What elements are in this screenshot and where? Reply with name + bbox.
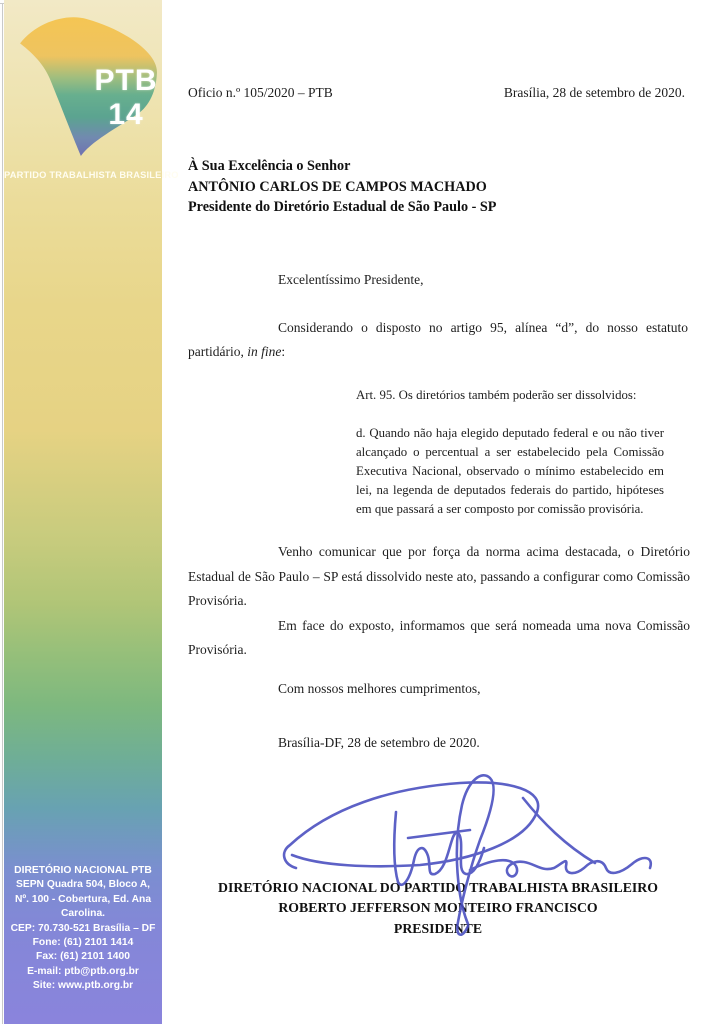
address-line-fax: Fax: (61) 2101 1400 [36, 951, 130, 963]
address-line: Nº. 100 - Cobertura, Ed. Ana [14, 893, 152, 905]
signer-role: PRESIDENTE [393, 920, 483, 936]
scan-edge-line-vertical [2, 3, 3, 1024]
in-fine-italic: in fine [247, 344, 282, 359]
address-title: DIRETÓRIO NACIONAL PTB [14, 865, 152, 876]
ptb-balloon-logo [18, 12, 160, 158]
paragraph-colon: : [281, 344, 286, 359]
recipient-name: ANTÔNIO CARLOS DE CAMPOS MACHADO [188, 178, 487, 195]
paragraph-venho-comunicar: Venho comunicar que por força da norma acima destacada, o Diretório Estadual de São Paulo – SP está dissolvido neste ato, passando a configurar como Comissão Provisória. [188, 544, 690, 609]
recipient-salutation: À Sua Excelência o Senhor [188, 158, 351, 174]
body-paragraphs [188, 540, 690, 663]
address-line: SEPN Quadra 504, Bloco A, [15, 879, 151, 891]
statute-quote-block [356, 386, 664, 519]
place-date-line: Brasília-DF, 28 de setembro de 2020. [278, 735, 480, 750]
reference-row [188, 85, 685, 101]
handwritten-signature [265, 763, 675, 945]
sidebar [4, 0, 179, 1024]
party-name-label: PARTIDO TRABALHISTA BRASILEIRO [4, 170, 179, 180]
date-line: Brasília, 28 de setembro de 2020. [503, 85, 685, 100]
signature-tall-loop-stroke [457, 775, 494, 934]
paragraph-considerando [188, 316, 688, 364]
signature-tail-stroke [470, 858, 651, 876]
signer-name: ROBERTO JEFFERSON MONTEIRO FRANCISCO [278, 900, 598, 916]
quote-alinea-d: d. Quando não haja elegido deputado federal e ou não tiver alcançado o percentual a ser estabelecido pela Comissão Executiva Nacional, observado o mínimo estabelecido em lei, na legenda de deputados federais do partido, hipóteses em que passará a ser composto por comissão provisória. [356, 426, 664, 516]
signature-name-stroke [394, 812, 484, 885]
address-line-email: E-mail: ptb@ptb.org.br [27, 965, 139, 977]
address-line: Carolina. [60, 908, 106, 920]
closing-line: Com nossos melhores cumprimentos, [278, 681, 481, 696]
address-line: CEP: 70.730-521 Brasília – DF [10, 922, 156, 934]
recipient-title: Presidente do Diretório Estadual de São Paulo - SP [188, 199, 497, 216]
address-line-phone: Fone: (61) 2101 1414 [32, 937, 134, 949]
recipient-block [188, 156, 496, 218]
oficio-number: Oficio n.º 105/2020 – PTB [188, 85, 333, 100]
signature-cross-stroke [523, 798, 595, 863]
address-block [4, 864, 162, 994]
address-line-site: Site: www.ptb.org.br [32, 980, 134, 992]
signing-org: DIRETÓRIO NACIONAL DO PARTIDO TRABALHISTA BRASILEIRO [218, 880, 658, 895]
paragraph-em-face: Em face do exposto, informamos que será nomeada uma nova Comissão Provisória. [188, 617, 690, 658]
logo-text: PTB 14 [94, 64, 158, 131]
quote-art95: Art. 95. Os diretórios também poderão ser dissolvidos: [356, 388, 637, 402]
signature-loop-stroke [284, 782, 538, 868]
paragraph-main: Considerando o disposto no artigo 95, alínea “d”, do nosso estatuto partidário, [188, 320, 688, 359]
greeting: Excelentíssimo Presidente, [278, 272, 424, 287]
